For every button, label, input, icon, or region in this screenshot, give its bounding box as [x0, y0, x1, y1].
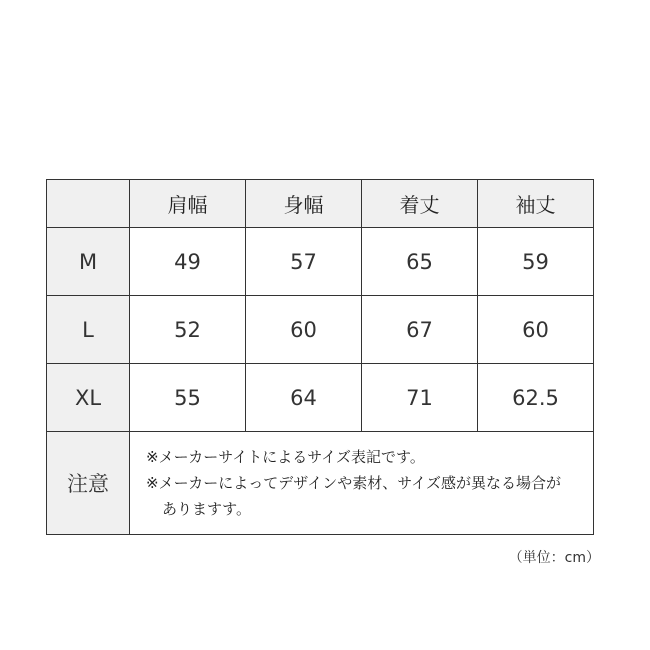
notes-row	[47, 432, 594, 535]
size-label-xl: XL	[47, 364, 130, 432]
notes-cell	[130, 432, 594, 535]
header-row	[47, 180, 594, 228]
cell-xl-body: 64	[246, 364, 362, 432]
header-length: 着丈	[362, 180, 478, 228]
cell-m-body: 57	[246, 228, 362, 296]
note-line-3: ありますす。	[162, 500, 251, 518]
cell-xl-shoulder: 55	[130, 364, 246, 432]
cell-xl-sleeve: 62.5	[478, 364, 594, 432]
cell-m-length: 65	[362, 228, 478, 296]
table-row-xl	[47, 364, 594, 432]
cell-xl-length: 71	[362, 364, 478, 432]
cell-l-length: 67	[362, 296, 478, 364]
cell-l-sleeve: 60	[478, 296, 594, 364]
header-corner-cell	[47, 180, 130, 228]
table-row-m	[47, 228, 594, 296]
size-label-l: L	[47, 296, 130, 364]
cell-m-shoulder: 49	[130, 228, 246, 296]
header-body-width: 身幅	[246, 180, 362, 228]
header-shoulder-width: 肩幅	[130, 180, 246, 228]
size-label-m: M	[47, 228, 130, 296]
cell-m-sleeve: 59	[478, 228, 594, 296]
notes-label: 注意	[47, 432, 130, 535]
cell-l-body: 60	[246, 296, 362, 364]
note-line-2: ※メーカーによってデザインや素材、サイズ感が異なる場合が	[146, 474, 562, 492]
unit-label: （単位：cm）	[508, 550, 600, 566]
table-row-l	[47, 296, 594, 364]
header-sleeve-length: 袖丈	[478, 180, 594, 228]
note-line-1: ※メーカーサイトによるサイズ表記です。	[146, 448, 425, 466]
size-chart-table	[46, 179, 594, 535]
cell-l-shoulder: 52	[130, 296, 246, 364]
